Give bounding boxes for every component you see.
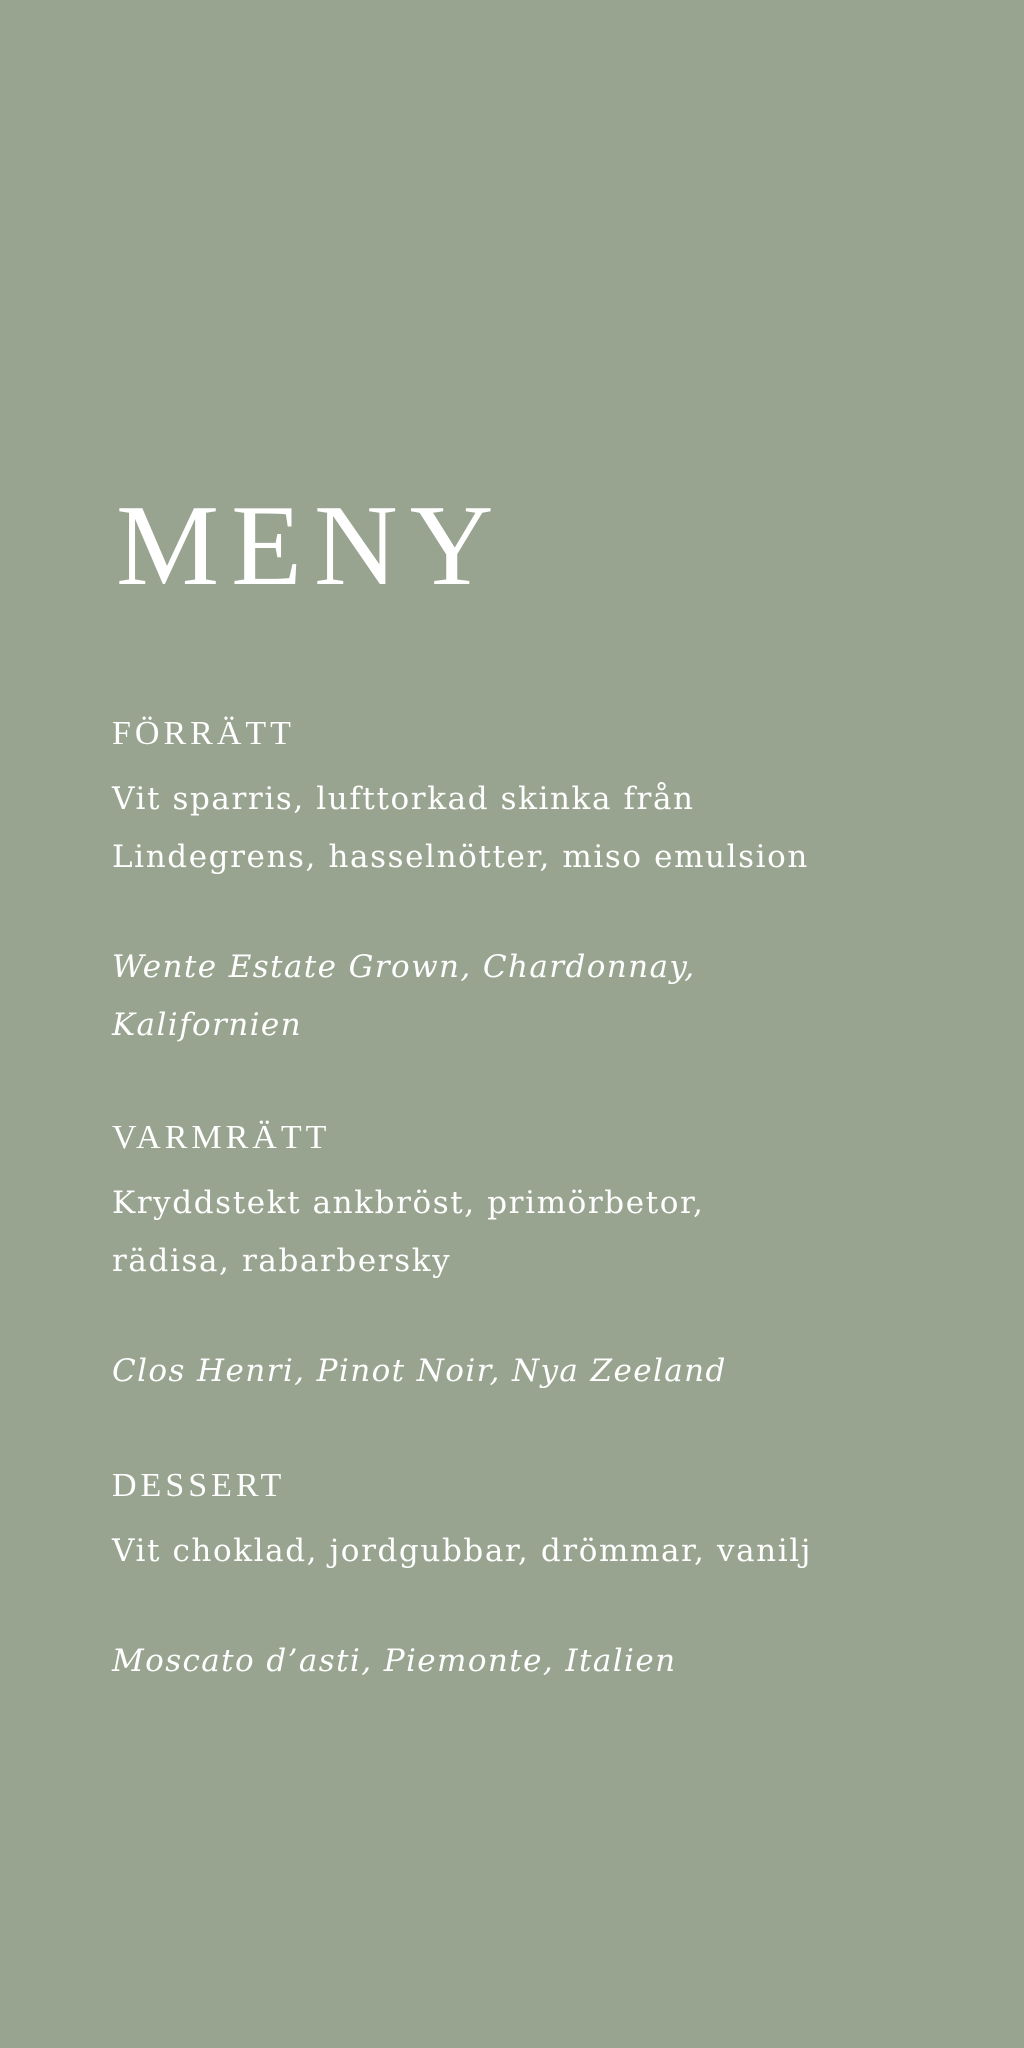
starter-heading: FÖRRÄTT [112,715,295,752]
starter-wine-line: Kalifornien [112,1007,303,1043]
starter-dish-line: Vit sparris, lufttorkad skinka från [112,781,695,817]
main-course-wine-line: Clos Henri, Pinot Noir, Nya Zeeland [112,1353,727,1389]
dessert-wine-line: Moscato d’asti, Piemonte, Italien [112,1643,677,1679]
main-course-section [112,1116,972,1400]
starter-section [112,712,972,1054]
main-course-dish-line: Kryddstekt ankbröst, primörbetor, [112,1185,705,1221]
dessert-dish-line: Vit choklad, jordgubbar, drömmar, vanilj [112,1533,812,1569]
dessert-wine-pairing [112,1632,972,1690]
dessert-section [112,1464,972,1690]
starter-wine-pairing [112,938,972,1054]
main-course-dish [112,1174,972,1290]
dessert-dish [112,1522,972,1580]
starter-dish [112,770,972,886]
main-course-heading: VARMRÄTT [112,1119,331,1156]
menu-title: MENY [116,482,506,610]
main-course-dish-line: rädisa, rabarbersky [112,1243,452,1279]
main-course-wine-pairing [112,1342,972,1400]
starter-dish-line: Lindegrens, hasselnötter, miso emulsion [112,839,809,875]
starter-wine-line: Wente Estate Grown, Chardonnay, [112,949,696,985]
dessert-heading: DESSERT [112,1467,286,1504]
